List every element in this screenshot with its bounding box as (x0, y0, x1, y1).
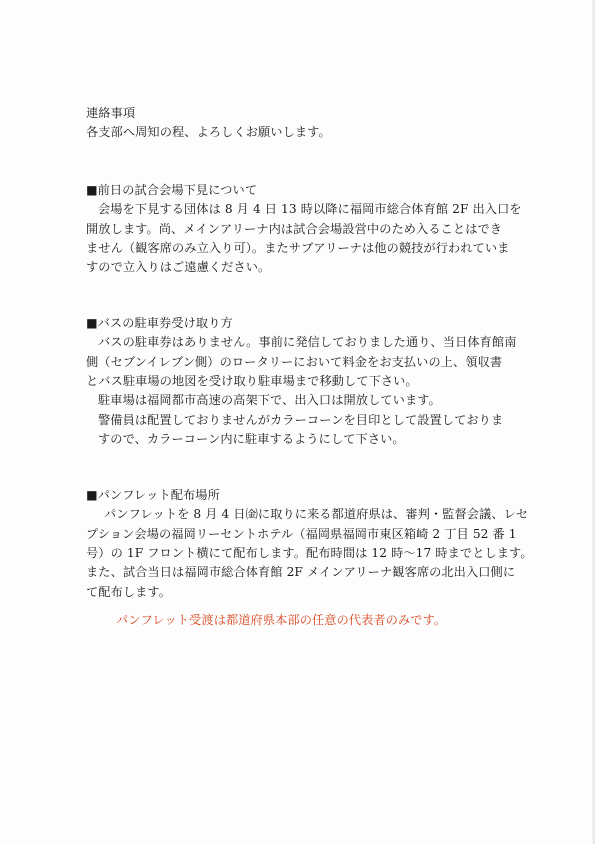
paragraph-line: プション会場の福岡リーセントホテル（福岡県福岡市東区箱崎 2 丁目 52 番 1 (86, 526, 517, 541)
paragraph-line: て配布します。 (86, 584, 172, 599)
paragraph-line: バスの駐車券はありません。事前に発信しておりました通り、当日体育館南 (98, 335, 517, 350)
section-heading-venue-preview: ■前日の試合会場下見について (86, 182, 258, 197)
section-venue-preview (86, 181, 526, 278)
paragraph-line: 会場を下見する団体は 8 月 4 日 13 時以降に福岡市総合体育館 2F 出入口を (98, 202, 522, 217)
paragraph-line: パンフレットを 8 月 4 日㈮に取りに来る都道府県は、審判・監督会議、レセ (104, 507, 529, 522)
contact-title: 連絡事項 (86, 106, 136, 120)
contact-request: 各支部へ周知の程、よろしくお願いします。 (86, 125, 331, 140)
section-bus-parking (86, 314, 526, 450)
paragraph-line: 駐車場は福岡都市高速の高架下で、出入口は開放しています。 (98, 393, 441, 408)
section-heading-pamphlet: ■パンフレット配布場所 (86, 487, 220, 502)
paragraph-line: 警備員は配置しておりませんがカラーコーンを目印として設置しておりま (98, 412, 504, 427)
pamphlet-notice: パンフレット受渡は都道府県本部の任意の代表者のみです。 (116, 613, 447, 628)
paragraph-line: すので立入りはご遠慮ください。 (86, 260, 271, 275)
section-heading-bus-parking: ■バスの駐車券受け取り方 (86, 315, 233, 330)
paragraph-line: 側（セブンイレブン側）のロータリーにおいて料金をお支払いの上、領収書 (86, 354, 503, 369)
paragraph-line: 号）の 1F フロント横にて配布します。配布時間は 12 時～17 時までとします。 (86, 545, 533, 560)
paragraph-line: 開放します。尚、メインアリーナ内は試合会場設営中のため入ることはでき (86, 221, 503, 236)
paragraph-line: とバス駐車場の地図を受け取り駐車場まで移動して下さい。 (86, 374, 418, 389)
paragraph-line: また、試合当日は福岡市総合体育館 2F メインアリーナ観客席の北出入口側に (86, 565, 516, 580)
section-pamphlet (86, 486, 533, 631)
paragraph-line: ません（観客席のみ立入り可）。またサブアリーナは他の競技が行われていま (86, 241, 510, 256)
paragraph-line: すので、カラーコーン内に駐車するようにして下さい。 (98, 432, 405, 447)
document-body (86, 104, 533, 631)
